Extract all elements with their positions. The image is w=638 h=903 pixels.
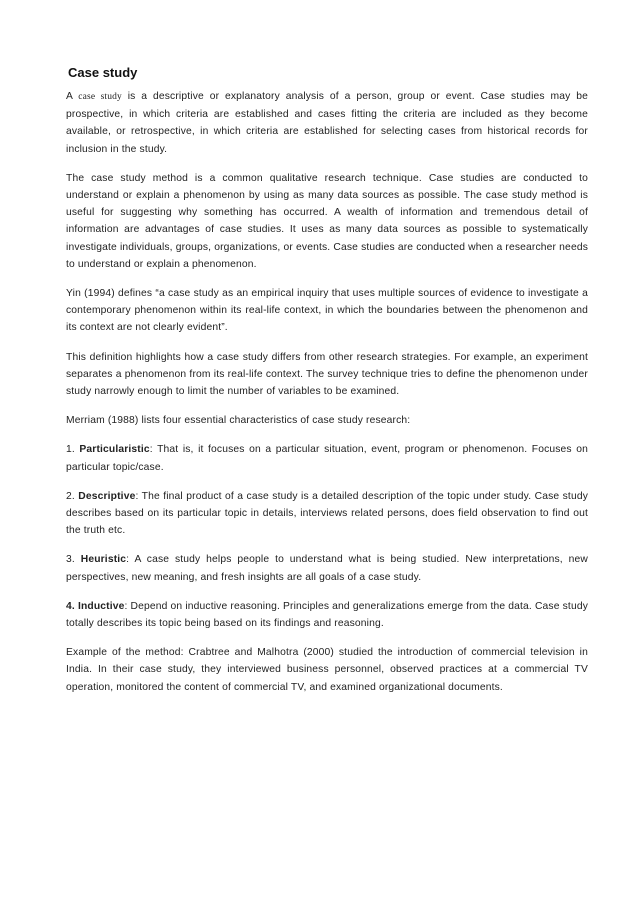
yin-definition-paragraph: Yin (1994) defines “a case study as an empirical inquiry that uses multiple sources of evidence to investigate a contemporary phenomenon within its real-life context, in which the boundaries between the phenomenon and its context are not clearly evident”. [66, 288, 588, 334]
characteristic-item [66, 551, 588, 585]
characteristic-number: 2. [66, 490, 79, 502]
intro-term: case study [78, 92, 122, 102]
characteristic-number: 3. [66, 554, 81, 566]
intro-rest: is a descriptive or explanatory analysis of a person, group or event. Case studies may be prospective, in which criteria are established and cases fitting the criteria are included as they become available, or retrospective, in which criteria are established for selecting cases from historical records for inclusion in the study. [66, 91, 588, 155]
characteristic-number: 4 [66, 600, 72, 612]
merriam-paragraph: Merriam (1988) lists four essential characteristics of case study research: [66, 415, 411, 427]
characteristic-term: Particularistic [79, 444, 150, 456]
document-title: Case study [68, 65, 138, 80]
characteristic-term: . Inductive [71, 600, 125, 612]
intro-paragraph [66, 88, 588, 158]
characteristic-item [66, 441, 588, 475]
characteristic-text: : The final product of a case study is a detailed description of the topic under study. Case study describes based on its particular topic in details, interviews related persons, does field observation to find out the truth etc. [66, 490, 588, 537]
characteristic-number: 1. [66, 444, 80, 456]
characteristic-text: : That is, it focuses on a particular situation, event, program or phenomenon. Focuses on particular topic/case. [66, 444, 588, 473]
definition-highlights-paragraph: This definition highlights how a case study differs from other research strategies. For example, an experiment separates a phenomenon from its real-life context. The survey technique tries to define the phenomenon under study narrowly enough to limit the number of variables to be examined. [66, 351, 588, 398]
method-paragraph: The case study method is a common qualitative research technique. Case studies are conducted to understand or explain a phenomenon by using as many data sources as possible. The case study method is useful for suggesting why something has occurred. A wealth of information and tremendous detail of information are advantages of case studies. It uses as many data sources as possible to systematically investigate individuals, groups, organizations, or events. Case studies are conducted when a researcher needs to understand or explain a phenomenon. [66, 172, 588, 270]
characteristic-text: : Depend on inductive reasoning. Principles and generalizations emerge from the data. Case study totally describes its topic being based on its findings and reasoning. [66, 600, 588, 630]
characteristic-item [66, 598, 588, 632]
characteristic-term: Heuristic [80, 554, 127, 566]
document-page [66, 64, 588, 708]
example-paragraph: Example of the method: Crabtree and Malhotra (2000) studied the introduction of commercial television in India. In their case study, they interviewed business personnel, observed practices at a commercial TV operation, monitored the content of commercial TV, and examined organizational documents. [66, 647, 588, 693]
characteristic-term: Descriptive [78, 490, 136, 502]
characteristic-text: : A case study helps people to understand what is being studied. New interpretations, new perspectives, new meaning, and fresh insights are all goals of a case study. [66, 554, 588, 583]
intro-lead: A [66, 91, 79, 102]
characteristic-item [66, 488, 588, 540]
